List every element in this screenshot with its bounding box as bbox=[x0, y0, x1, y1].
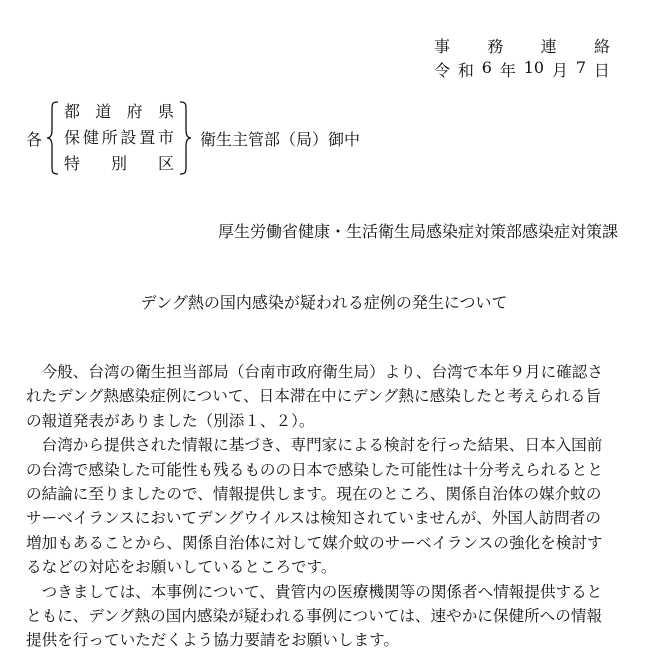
notice-type-char: 連 bbox=[540, 37, 557, 56]
addressee-char: 県 bbox=[158, 102, 175, 121]
sender: 厚生労働省健康・生活衛生局感染症対策部感染症対策課 bbox=[217, 222, 618, 241]
notice-type-char: 絡 bbox=[593, 37, 610, 56]
body-paragraph bbox=[26, 433, 622, 579]
body-line: るなどの対応をお願いしているところです。 bbox=[26, 558, 337, 577]
addressee-char: 府 bbox=[126, 102, 143, 121]
date-part: 年 bbox=[499, 61, 516, 80]
body-line: 増加もあることから、関係自治体に対して媒介蚊のサーベイランスの強化を検討す bbox=[26, 533, 603, 552]
body-line: ともに、デング熱の国内感染が疑われる事例については、速やかに保健所への情報 bbox=[26, 607, 603, 626]
addressee-char: 別 bbox=[111, 154, 128, 173]
addressee-suffix: 衛生主管部（局）御中 bbox=[200, 129, 361, 149]
date-part: 7 bbox=[575, 58, 587, 77]
body-line: つきましては、本事例について、貴管内の医療機関等の関係者へ情報提供すると bbox=[41, 582, 603, 601]
addressee-char: 都 bbox=[64, 102, 81, 121]
addressee-prefix: 各 bbox=[26, 129, 43, 149]
body-line: の結論に至りましたので、情報提供します。現在のところ、関係自治体の媒介蚊の bbox=[26, 485, 602, 504]
addressee-char: 健 bbox=[82, 128, 99, 147]
date-part: 10 bbox=[523, 58, 545, 77]
body-line: サーベイランスにおいてデングウイルスは検知されていませんが、外国人訪問者の bbox=[26, 509, 601, 528]
addressee-list bbox=[60, 100, 178, 176]
notice-type-char: 務 bbox=[487, 37, 504, 56]
body-paragraph bbox=[26, 360, 622, 433]
notice-type-char: 事 bbox=[434, 37, 451, 56]
addressee-block bbox=[26, 98, 360, 178]
addressee-char: 市 bbox=[158, 128, 175, 147]
right-brace-icon bbox=[178, 100, 192, 176]
date-part: 日 bbox=[593, 61, 610, 80]
addressee-char: 保 bbox=[64, 128, 81, 147]
addressee-char: 置 bbox=[139, 128, 156, 147]
body-line: 今般、台湾の衛生担当部局（台南市政府衛生局）より、台湾で本年９月に確認さ bbox=[41, 363, 603, 381]
notice-type bbox=[434, 34, 610, 57]
subject-title: デング熱の国内感染が疑われる症例の発生について bbox=[140, 293, 508, 312]
addressee-item-prefectures bbox=[64, 100, 174, 124]
addressee-char: 設 bbox=[120, 128, 137, 147]
addressee-item-health-center-cities bbox=[64, 126, 174, 150]
addressee-char: 区 bbox=[157, 154, 174, 173]
body-text bbox=[26, 360, 622, 653]
body-line: 台湾から提供された情報に基づき、専門家による検討を行った結果、日本入国前 bbox=[41, 436, 603, 455]
body-line: の台湾で感染した可能性も残るものの日本で感染した可能性は十分考えられるとと bbox=[26, 460, 603, 479]
date-part: 令 bbox=[434, 61, 451, 80]
date-part: 月 bbox=[551, 61, 568, 80]
addressee-char: 所 bbox=[101, 128, 118, 147]
body-line: の報道発表がありました（別添１、２）。 bbox=[26, 411, 315, 430]
date-part: 6 bbox=[481, 58, 492, 77]
addressee-char: 特 bbox=[64, 154, 81, 173]
body-line: 提供を行っていただくよう協力要請をお願いします。 bbox=[26, 631, 400, 650]
addressee-item-special-wards bbox=[64, 152, 174, 176]
body-line: れたデング熱感染症例について、日本滞在中にデング熱に感染したと考えられる旨 bbox=[26, 387, 602, 406]
addressee-char: 道 bbox=[95, 102, 112, 121]
notice-date bbox=[434, 58, 610, 81]
date-part: 和 bbox=[457, 61, 474, 80]
left-brace-icon bbox=[46, 100, 60, 176]
body-paragraph bbox=[26, 580, 622, 653]
